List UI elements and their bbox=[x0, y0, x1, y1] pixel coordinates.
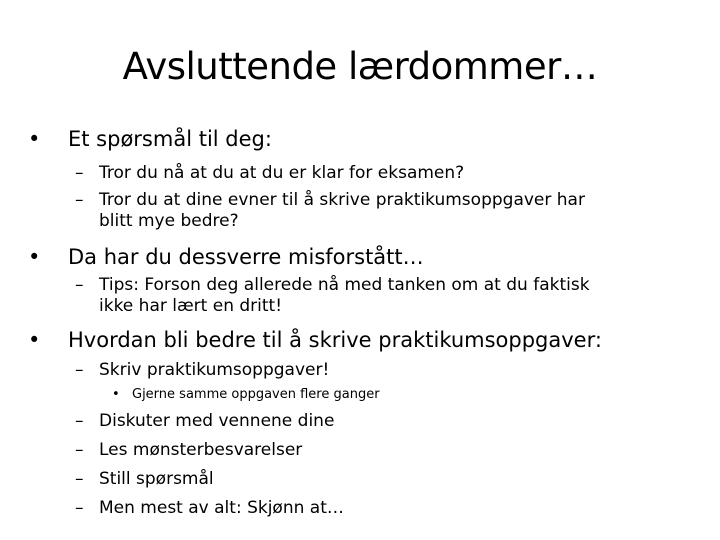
bullet-3-sub-2-text: Diskuter med vennene dine bbox=[99, 411, 335, 431]
dash-marker: – bbox=[75, 498, 84, 518]
bullet-3-sub-1-sub-1-text: Gjerne samme oppgaven flere ganger bbox=[132, 387, 380, 402]
bullet-2-sub-1-line-1: Tips: Forson deg allerede nå med tanken om at du faktisk bbox=[99, 275, 590, 295]
slide-title: Avsluttende lærdommer… bbox=[122, 45, 598, 88]
bullet-3-sub-3-text: Les mønsterbesvarelser bbox=[99, 440, 303, 460]
bullet-3-sub-4-text: Still spørsmål bbox=[99, 469, 214, 489]
bullet-marker: • bbox=[28, 127, 41, 151]
dash-marker: – bbox=[75, 163, 84, 183]
bullet-1-sub-2-line-2: blitt mye bedre? bbox=[99, 211, 239, 231]
bullet-1-text: Et spørsmål til deg: bbox=[68, 127, 272, 151]
bullet-3-text: Hvordan bli bedre til å skrive praktikumsoppgaver: bbox=[68, 328, 602, 352]
bullet-2-text: Da har du dessverre misforstått… bbox=[68, 245, 424, 269]
bullet-3-sub-5-text: Men mest av alt: Skjønn at… bbox=[99, 498, 344, 518]
bullet-marker: • bbox=[28, 328, 41, 352]
bullet-1-sub-2-line-1: Tror du at dine evner til å skrive praktikumsoppgaver har bbox=[99, 190, 585, 210]
bullet-marker: • bbox=[112, 387, 120, 402]
dash-marker: – bbox=[75, 360, 84, 380]
bullet-marker: • bbox=[28, 245, 41, 269]
bullet-2-sub-1-line-2: ikke har lært en dritt! bbox=[99, 296, 283, 316]
dash-marker: – bbox=[75, 469, 84, 489]
dash-marker: – bbox=[75, 275, 84, 295]
dash-marker: – bbox=[75, 190, 84, 210]
dash-marker: – bbox=[75, 411, 84, 431]
bullet-3-sub-1-text: Skriv praktikumsoppgaver! bbox=[99, 360, 330, 380]
dash-marker: – bbox=[75, 440, 84, 460]
bullet-1-sub-1-text: Tror du nå at du at du er klar for eksamen? bbox=[99, 163, 465, 183]
